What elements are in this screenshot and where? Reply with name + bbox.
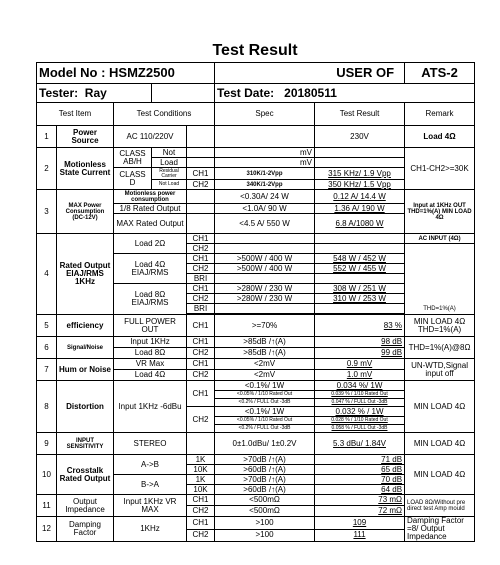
remark: Load 4Ω <box>405 126 475 148</box>
header-test-conditions: Test Conditions <box>114 103 215 126</box>
test-date-cell <box>215 84 475 103</box>
row-number: 4 <box>37 234 57 315</box>
row-number: 11 <box>37 495 57 517</box>
header-spec: Spec <box>215 103 315 126</box>
row-number: 3 <box>37 190 57 234</box>
test-item: Signal/Noise <box>57 337 114 359</box>
table-row: 10 Crosstalk Rated Output A->B 1K >70dB /↑(A) 71 dB MIN LOAD 4Ω <box>37 455 475 465</box>
model-row <box>37 63 475 84</box>
remark: MIN LOAD 4Ω THD=1%(A) <box>405 315 475 337</box>
table-row: 8 Distortion Input 1KHz -6dBu CH1 <0.1%/ 1W 0.034 %/ 1W MIN LOAD 4Ω <box>37 381 475 391</box>
table-row: 2 Motionless State Current CLASS AB/H Not mV CH1-CH2>=30K <box>37 148 475 158</box>
remark: MIN LOAD 4Ω <box>405 455 475 495</box>
user-of-label: USER OF <box>215 63 405 84</box>
header-test-result: Test Result <box>315 103 405 126</box>
row-number: 12 <box>37 517 57 542</box>
table-row: 6 Signal/Noise Input 1KHz CH1 >85dB /↑(A) 98 dB THD=1%(A)@8Ω <box>37 337 475 348</box>
header-remark: Remark <box>405 103 475 126</box>
test-result: 230V <box>315 126 405 148</box>
page-title: Test Result <box>212 42 298 59</box>
test-condition: CLASS AB/H <box>114 148 152 168</box>
table-row <box>37 126 475 148</box>
test-item: Power Source <box>57 126 114 148</box>
row-number: 8 <box>37 381 57 433</box>
row-number: 1 <box>37 126 57 148</box>
remark: THD=1%(A)@8Ω <box>405 337 475 359</box>
test-condition: AC 110/220V <box>114 126 187 148</box>
remark: MIN LOAD 4Ω <box>405 381 475 433</box>
test-result-table: Model No : HSMZ2500 USER OF ATS-2 Tester: Ray Test Date: 20180511 Test Item Test Conditions Spec Test Result Remark 1 Power Source AC 110/220V 230V Load 4Ω 2 Motionless State Current CLASS AB/H Not mV CH1-CH2>=30K Load mV CLASS D Residual Carrier CH1 310K/1-2Vpp 315 KHz/ 1.9 Vpp Not Load CH2 340K/1-2Vpp 350 KHz/ 1.5 Vpp 3 MAX Power Consumption (DC-12V) Motionless power consumption <0.30A/ 24 W 0.12 A/ 14.4 W Input at 1KHz OUT THD=1%(A) MIN LOAD 4Ω 1/8 Rated Output <1.0A/ 90 W 1.36 A/ 190 W MAX Rated Output <4.5 A/ 550 W 6.8 A/1080 W 4 Rated Output EIAJ/RMS 1KHz Load 2Ω CH1 AC INPUT (4Ω) CH2 THD=1%(A) Load 4Ω EIAJ/RMS CH1 >500W / 400 W 548 W / 452 W CH2 >500W / 400 W 552 W / 455 W BRI Load 8Ω EIAJ/RMS CH1 >280W / 230 W 308 W / 251 W CH2 >280W / 230 W 310 W / 253 W BRI 5 efficiency FULL POWER OUT CH1 >=70% 83 % MIN LOAD 4Ω THD=1%(A) 6 Signal/Noise Input 1KHz CH1 >85dB /↑(A) 98 dB THD=1%(A)@8Ω Load 8Ω CH2 >85dB /↑(A) 99 dB 7 Hum or Noise VR Max CH1 <2mV 0.9 mV UN-WTD,Signal input off Load 4Ω CH2 <2mV 1.0 mV 8 Distortion Input 1KHz -6dBu CH1 <0.1%/ 1W 0.034 %/ 1W MIN LOAD 4Ω <0.05% / 1/10 Rated Out 0.039 % / 1/10 Rated Out <0.2% / FULL Out -3dB 0.047 % / FULL Out -3dB CH2 <0.1%/ 1W 0.032 % / 1W <0.05% / 1/10 Rated Out 0.028 % / 1/10 Rated Out <0.2% / FULL Out -3dB 0.058 % / FULL Out -3dB 9 INPUT SENSITIVITY STEREO 0±1.0dBu/ 1±0.2V 5.3 dBu/ 1.84V MIN LOAD 4Ω 10 Crosstalk Rated Output A->B 1K >70dB /↑(A) 71 dB MIN LOAD 4Ω 10K >60dB /↑(A) 65 dB B->A 1K >70dB /↑(A) 70 dB 10K >60dB /↑(A) 64 dB 11 Output Impedance Input 1KHz VR MAX CH1 <500mΩ 73 mΩ LOAD 8Ω/Without pre direct test Amp mould CH2 <500mΩ 72 mΩ 12 Damping Factor 1KHz CH1 >100 109 Damping Factor =8/ Output Impedance CH2 >100 111 <box>36 62 475 542</box>
test-date: 20180511 <box>284 86 337 100</box>
header-test-item: Test Item <box>37 103 114 126</box>
remark: UN-WTD,Signal input off <box>405 359 475 381</box>
test-item: Motionless State Current <box>57 148 114 190</box>
remark: LOAD 8Ω/Without pre direct test Amp mould <box>405 495 475 517</box>
test-item: Crosstalk Rated Output <box>57 455 114 495</box>
table-row: 7 Hum or Noise VR Max CH1 <2mV 0.9 mV UN-WTD,Signal input off <box>37 359 475 370</box>
tester-cell <box>37 84 152 103</box>
test-item: efficiency <box>57 315 114 337</box>
remark: MIN LOAD 4Ω <box>405 433 475 455</box>
tester-row <box>37 84 475 103</box>
row-number: 10 <box>37 455 57 495</box>
model-number: Model No : HSMZ2500 <box>37 63 215 84</box>
remark: CH1-CH2>=30K <box>405 148 475 190</box>
tester-name: Ray <box>84 86 107 100</box>
row-number: 9 <box>37 433 57 455</box>
table-row: 5 efficiency FULL POWER OUT CH1 >=70% 83 % MIN LOAD 4Ω THD=1%(A) <box>37 315 475 337</box>
row-number: 2 <box>37 148 57 190</box>
tester-label: Tester: <box>39 86 79 100</box>
test-item: MAX Power Consumption (DC-12V) <box>57 190 114 234</box>
table-row: 4 Rated Output EIAJ/RMS 1KHz Load 2Ω CH1 AC INPUT (4Ω) <box>37 234 475 244</box>
table-row: 3 MAX Power Consumption (DC-12V) Motionless power consumption <0.30A/ 24 W 0.12 A/ 14.4 W Input at 1KHz OUT THD=1%(A) MIN LOAD 4Ω <box>37 190 475 204</box>
row-number: 5 <box>37 315 57 337</box>
table-row: 9 INPUT SENSITIVITY STEREO 0±1.0dBu/ 1±0.2V 5.3 dBu/ 1.84V MIN LOAD 4Ω <box>37 433 475 455</box>
test-item: Rated Output EIAJ/RMS 1KHz <box>57 234 114 315</box>
test-item: Hum or Noise <box>57 359 114 381</box>
table-row: 12 Damping Factor 1KHz CH1 >100 109 Damping Factor =8/ Output Impedance <box>37 517 475 530</box>
row-number: 6 <box>37 337 57 359</box>
test-item: Distortion <box>57 381 114 433</box>
row-number: 7 <box>37 359 57 381</box>
remark: Input at 1KHz OUT THD=1%(A) MIN LOAD 4Ω <box>405 190 475 234</box>
test-date-label: Test Date: <box>217 86 275 100</box>
test-item: Damping Factor <box>57 517 114 542</box>
test-item: INPUT SENSITIVITY <box>57 433 114 455</box>
test-item: Output Impedance <box>57 495 114 517</box>
header-row <box>37 103 475 126</box>
ats-label: ATS-2 <box>405 63 475 84</box>
table-row: 11 Output Impedance Input 1KHz VR MAX CH1 <500mΩ 73 mΩ LOAD 8Ω/Without pre direct test Amp mould <box>37 495 475 506</box>
remark: Damping Factor =8/ Output Impedance <box>405 517 475 542</box>
